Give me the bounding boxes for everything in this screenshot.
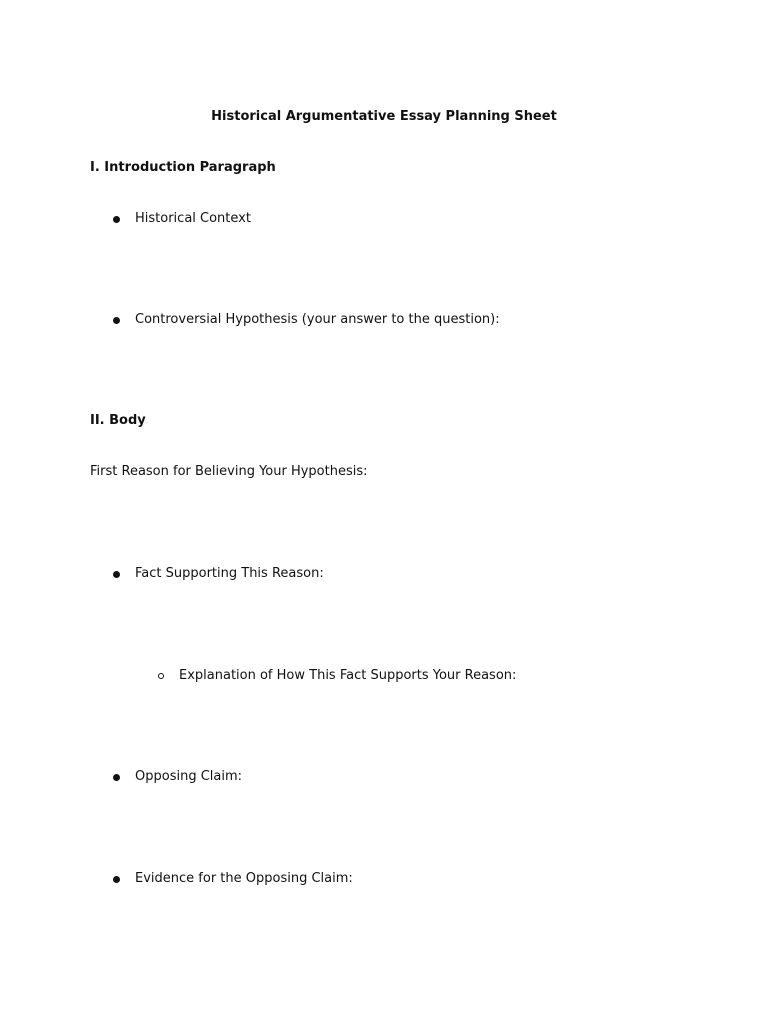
first-reason-label: First Reason for Believing Your Hypothesis:: [90, 464, 368, 479]
list-item-label: Controversial Hypothesis (your answer to the question):: [135, 312, 500, 327]
sub-list-item: [158, 668, 516, 684]
bullet-icon: [113, 317, 120, 324]
list-item: [113, 312, 500, 328]
bullet-icon: [113, 216, 120, 223]
list-item-label: Historical Context: [135, 211, 251, 226]
bullet-icon: [113, 571, 120, 578]
section-heading-body: II. Body: [90, 413, 146, 428]
list-item: [113, 566, 324, 582]
section-heading-introduction: I. Introduction Paragraph: [90, 160, 276, 175]
hollow-bullet-icon: [158, 673, 164, 679]
list-item-label: Fact Supporting This Reason:: [135, 566, 324, 581]
list-item: [113, 769, 242, 785]
list-item: [113, 211, 251, 227]
list-item-label: Opposing Claim:: [135, 769, 243, 784]
sub-list-item-label: Explanation of How This Fact Supports Your Reason:: [179, 668, 517, 683]
list-item-label: Evidence for the Opposing Claim:: [135, 871, 353, 886]
list-item: [113, 871, 353, 887]
bullet-icon: [113, 774, 120, 781]
bullet-icon: [113, 876, 120, 883]
page-title: Historical Argumentative Essay Planning Sheet: [211, 109, 557, 124]
